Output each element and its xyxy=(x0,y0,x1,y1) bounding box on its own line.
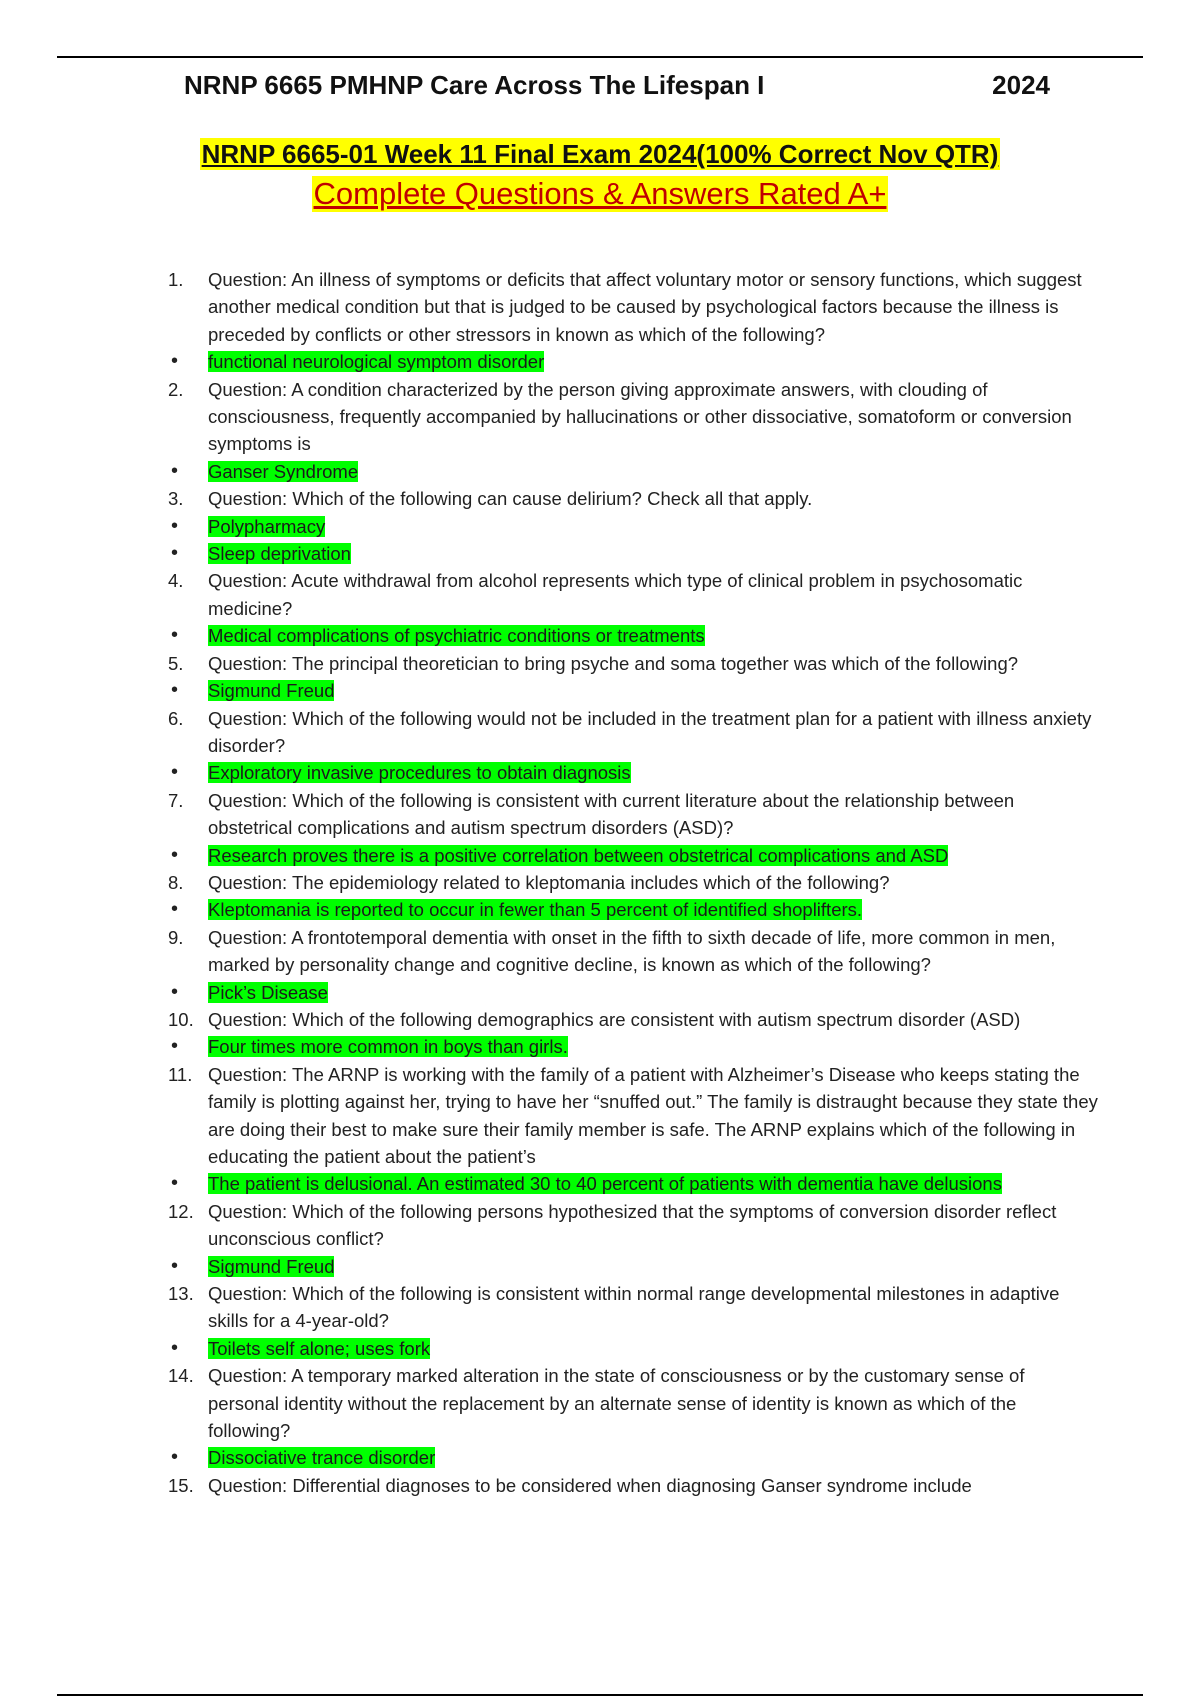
answer-item xyxy=(168,458,1098,485)
answer-item xyxy=(168,842,1098,869)
question-number: 4. xyxy=(168,570,184,592)
question-number: 6. xyxy=(168,707,184,729)
top-rule xyxy=(57,56,1143,58)
answer-text: Kleptomania is reported to occur in fewer than 5 percent of identified shoplifters. xyxy=(208,899,863,921)
answer-text: Four times more common in boys than girls. xyxy=(208,1036,568,1058)
question-number: 10. xyxy=(168,1008,194,1030)
bullet-icon: • xyxy=(171,1035,179,1058)
question-text: Question: The epidemiology related to kleptomania includes which of the following? xyxy=(208,871,890,893)
answer-text: Dissociative trance disorder xyxy=(208,1447,436,1469)
question-text: Question: An illness of symptoms or deficits that affect voluntary motor or sensory functions, which suggest another medical condition but that is judged to be caused by psychological factors because the illness is preceded by conflicts or other stressors in known as which of the following? xyxy=(208,269,1082,345)
answer-text: Sigmund Freud xyxy=(208,680,335,702)
answer-text: Ganser Syndrome xyxy=(208,460,359,482)
bullet-icon: • xyxy=(171,350,179,373)
answer-text: Pick’s Disease xyxy=(208,981,328,1003)
question-number: 8. xyxy=(168,871,184,893)
question-item xyxy=(168,1280,1098,1335)
answer-item xyxy=(168,622,1098,649)
question-text: Question: Acute withdrawal from alcohol represents which type of clinical problem in psychosomatic medicine? xyxy=(208,570,1023,619)
question-text: Question: Which of the following demographics are consistent with autism spectrum disorder (ASD) xyxy=(208,1008,1021,1030)
question-text: Question: Which of the following is consistent with current literature about the relationship between obstetrical complications and autism spectrum disorders (ASD)? xyxy=(208,789,1015,839)
answer-item xyxy=(168,759,1098,786)
answer-text: Medical complications of psychiatric conditions or treatments xyxy=(208,625,705,647)
answer-item xyxy=(168,1253,1098,1280)
question-number: 1. xyxy=(168,269,184,290)
bullet-icon: • xyxy=(171,1336,179,1359)
question-text: Question: The principal theoretician to bring psyche and soma together was which of the following? xyxy=(208,652,1019,674)
question-item xyxy=(168,1061,1098,1171)
answer-item xyxy=(168,979,1098,1006)
answer-item xyxy=(168,1170,1098,1197)
bullet-icon: • xyxy=(171,1254,179,1277)
question-number: 3. xyxy=(168,488,184,510)
bullet-icon: • xyxy=(171,542,179,565)
question-item xyxy=(168,650,1098,677)
question-item xyxy=(168,787,1098,842)
question-text: Question: A frontotemporal dementia with onset in the fifth to sixth decade of life, more common in men, marked by personality change and cognitive decline, is known as which of the following? xyxy=(208,926,1056,976)
question-item xyxy=(168,485,1098,512)
answer-item xyxy=(168,540,1098,567)
question-item xyxy=(168,1006,1098,1033)
answer-item xyxy=(168,896,1098,923)
answer-text: Exploratory invasive procedures to obtain diagnosis xyxy=(208,762,631,784)
question-number: 12. xyxy=(168,1200,194,1222)
question-item xyxy=(168,705,1098,760)
answer-item xyxy=(168,1335,1098,1362)
question-number: 5. xyxy=(168,652,184,674)
answer-text: Polypharmacy xyxy=(208,515,326,537)
answer-item xyxy=(168,348,1098,375)
answer-item xyxy=(168,677,1098,704)
bullet-icon: • xyxy=(171,843,179,866)
question-text: Question: Differential diagnoses to be considered when diagnosing Ganser syndrome include xyxy=(208,1474,972,1496)
question-text: Question: The ARNP is working with the family of a patient with Alzheimer’s Disease who keeps stating the family is plotting against her, trying to have her “snuffed out.” The family is distraught because they state they are doing their best to make sure their family member is safe. The ARNP explains which of the following in educating the patient about the patient’s xyxy=(208,1063,1098,1167)
course-title: NRNP 6665 PMHNP Care Across The Lifespan I xyxy=(184,70,765,100)
answer-item xyxy=(168,1444,1098,1471)
exam-subtitle: Complete Questions & Answers Rated A+ xyxy=(313,176,887,211)
exam-title: NRNP 6665-01 Week 11 Final Exam 2024(100% Correct Nov QTR) xyxy=(201,139,999,169)
question-text: Question: A condition characterized by the person giving approximate answers, with clouding of consciousness, frequently accompanied by hallucinations or other dissociative, somatoform or conversion symptoms is xyxy=(208,378,1072,455)
answer-text: Sigmund Freud xyxy=(208,1255,335,1277)
answer-item xyxy=(168,513,1098,540)
question-text: Question: A temporary marked alteration in the state of consciousness or by the customary sense of personal identity without the replacement by an alternate sense of identity is known as which of the following? xyxy=(208,1365,1025,1442)
document-title xyxy=(0,138,1200,212)
question-item xyxy=(168,567,1098,622)
question-item xyxy=(168,924,1098,979)
question-number: 2. xyxy=(168,378,184,400)
answer-text: Sleep deprivation xyxy=(208,543,351,565)
question-item xyxy=(168,376,1098,458)
header-year: 2024 xyxy=(992,70,1050,100)
question-item xyxy=(168,869,1098,896)
bullet-icon: • xyxy=(171,679,179,702)
bullet-icon: • xyxy=(171,514,179,537)
question-text: Question: Which of the following can cause delirium? Check all that apply. xyxy=(208,488,813,510)
page-header xyxy=(184,70,1050,104)
bullet-icon: • xyxy=(171,624,179,647)
question-answer-list xyxy=(168,266,1098,1499)
question-number: 14. xyxy=(168,1365,194,1387)
bullet-icon: • xyxy=(171,980,179,1003)
bullet-icon: • xyxy=(171,761,179,784)
bullet-icon: • xyxy=(171,1446,179,1469)
answer-text: functional neurological symptom disorder xyxy=(208,351,545,373)
question-number: 15. xyxy=(168,1474,194,1496)
bullet-icon: • xyxy=(171,1172,179,1195)
question-item xyxy=(168,1472,1098,1499)
answer-text: Toilets self alone; uses fork xyxy=(208,1337,431,1359)
question-number: 7. xyxy=(168,789,184,811)
question-number: 9. xyxy=(168,926,184,948)
bottom-rule xyxy=(57,1694,1143,1696)
question-item xyxy=(168,1198,1098,1253)
question-text: Question: Which of the following would not be included in the treatment plan for a patient with illness anxiety disorder? xyxy=(208,707,1092,756)
answer-text: The patient is delusional. An estimated 30 to 40 percent of patients with dementia have delusions xyxy=(208,1173,1002,1195)
bullet-icon: • xyxy=(171,898,179,921)
question-text: Question: Which of the following persons hypothesized that the symptoms of conversion disorder reflect unconscious conflict? xyxy=(208,1200,1057,1250)
question-number: 11. xyxy=(168,1063,193,1085)
question-item xyxy=(168,1362,1098,1444)
question-number: 13. xyxy=(168,1283,194,1305)
answer-item xyxy=(168,1033,1098,1060)
answer-text: Research proves there is a positive correlation between obstetrical complications and ASD xyxy=(208,844,949,866)
bullet-icon: • xyxy=(171,459,179,482)
question-text: Question: Which of the following is consistent within normal range developmental milestones in adaptive skills for a 4-year-old? xyxy=(208,1283,1060,1332)
question-item xyxy=(168,266,1098,348)
